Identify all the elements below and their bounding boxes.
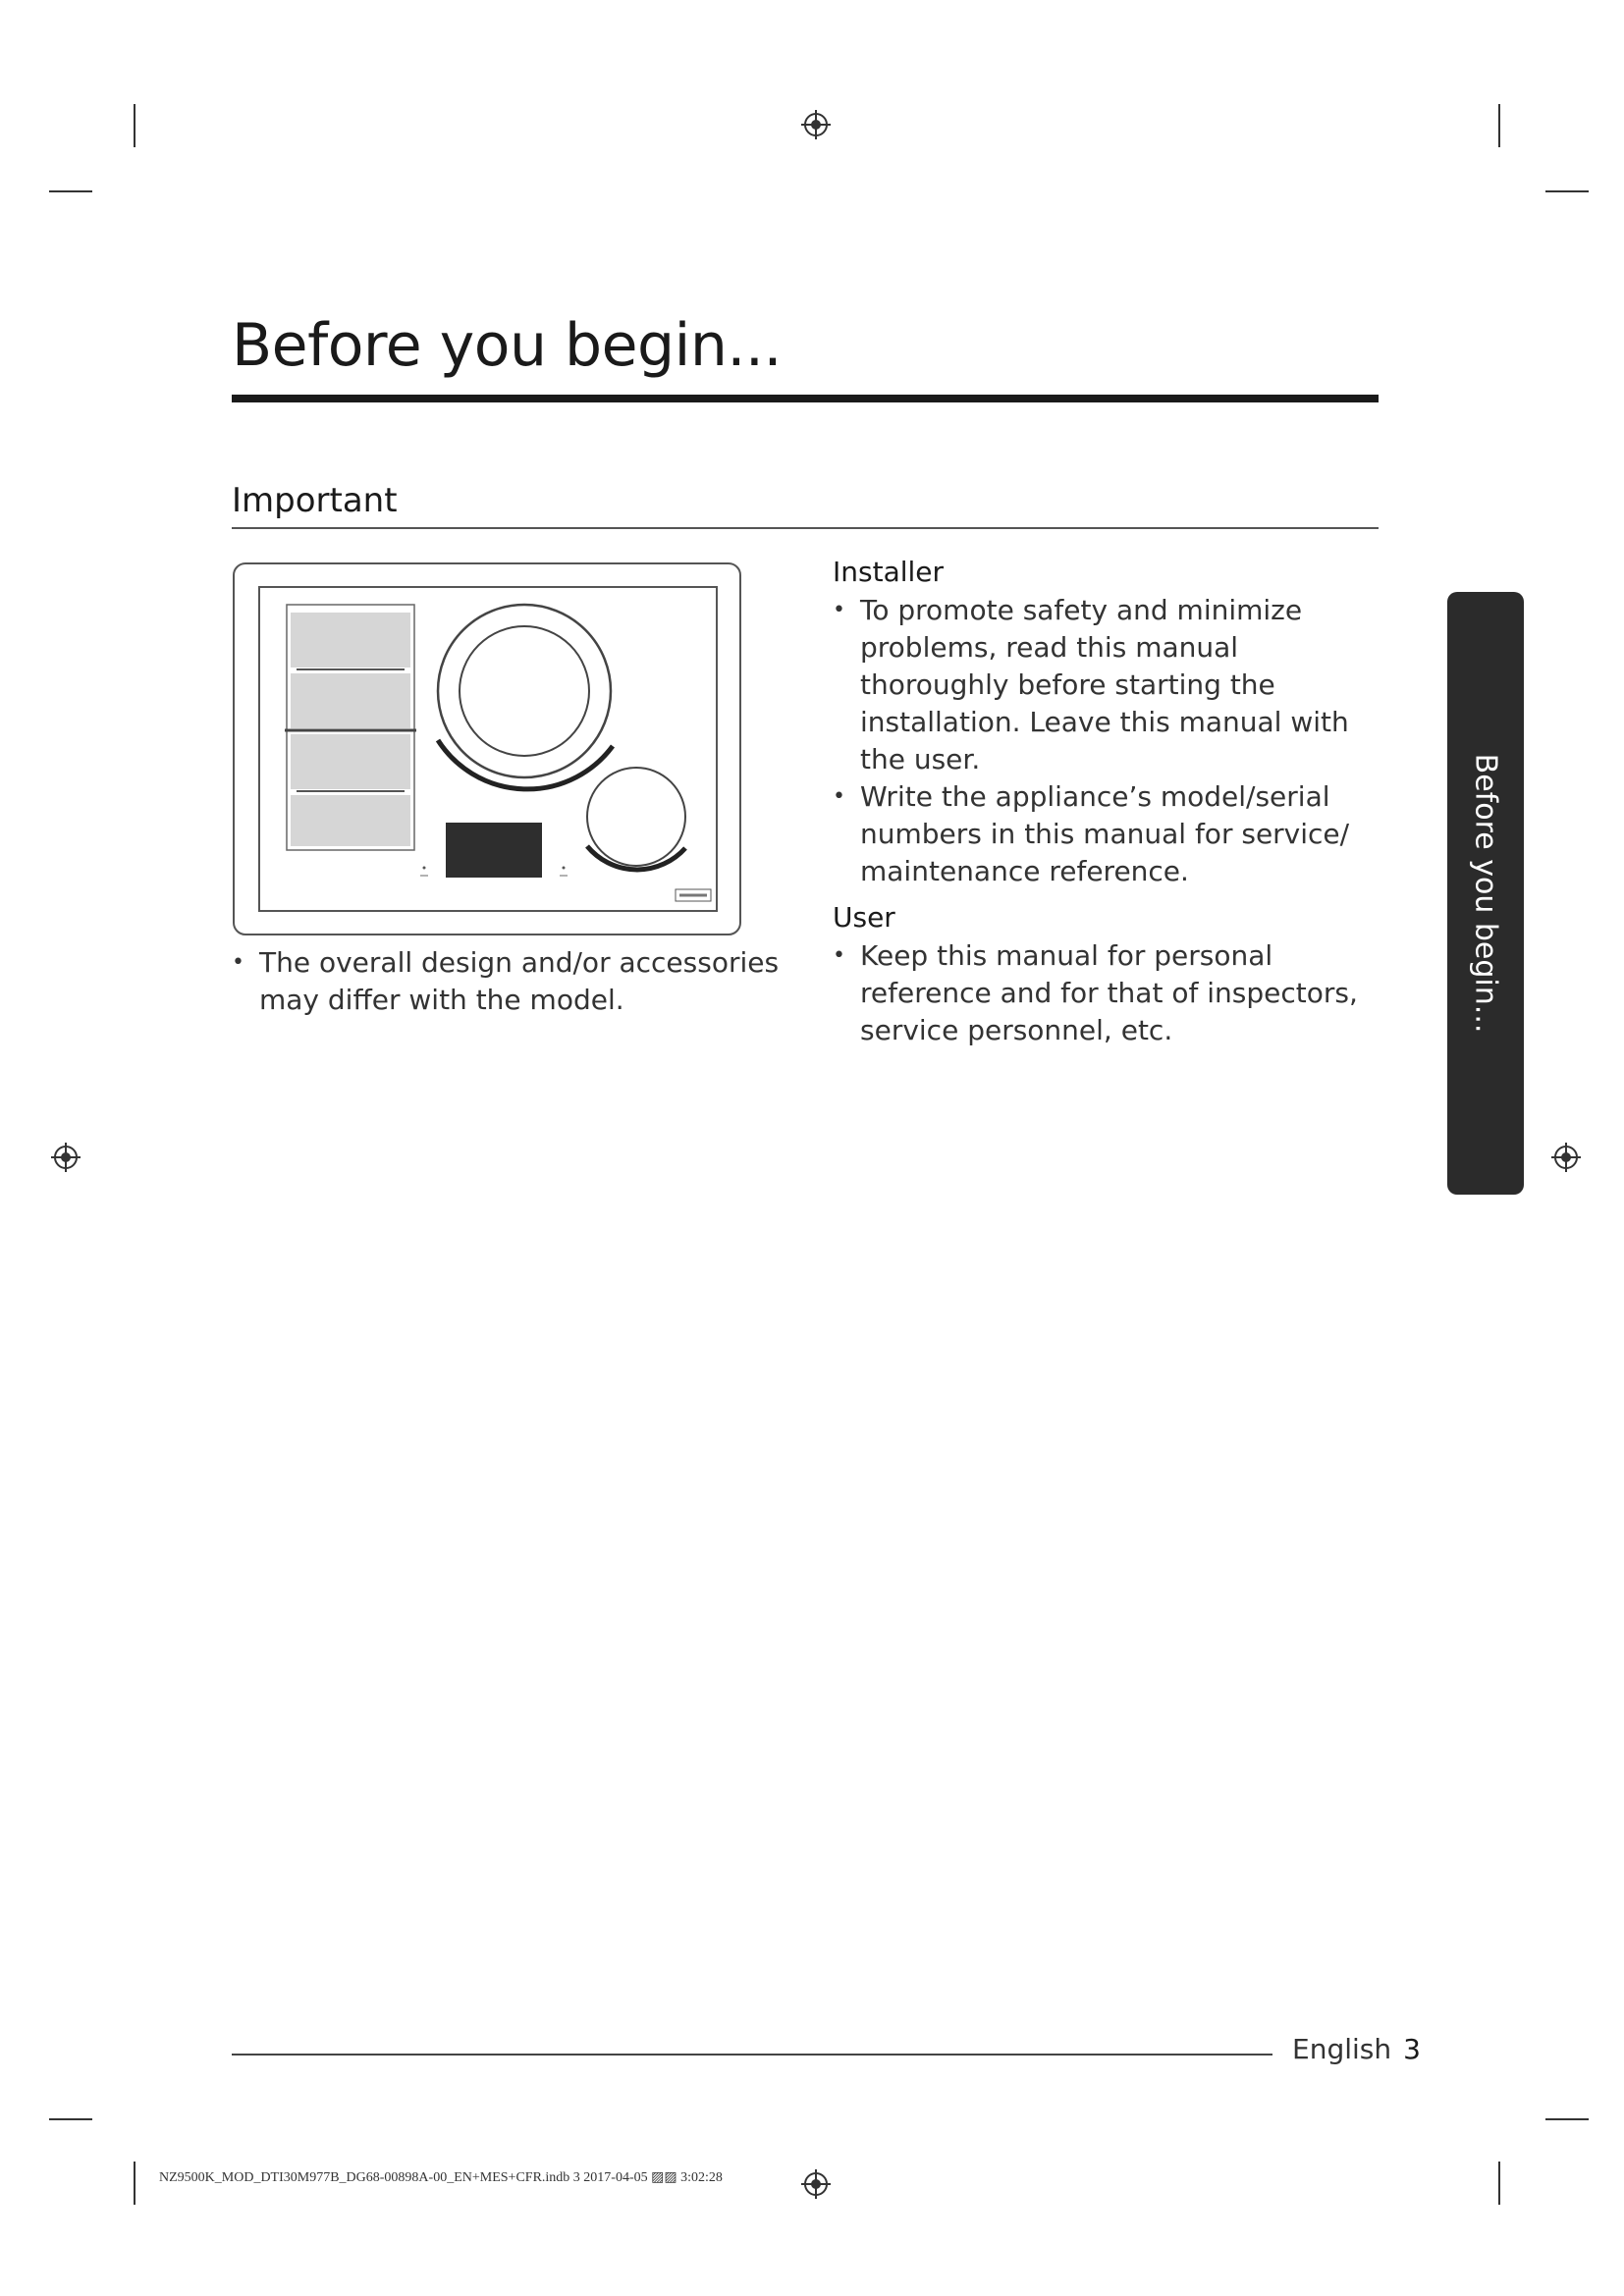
- page-title: Before you begin...: [232, 311, 783, 380]
- chapter-side-tab: [1447, 592, 1524, 1195]
- title-rule: [232, 395, 1379, 402]
- registration-crosshair-icon: [51, 1143, 81, 1172]
- registration-crosshair-icon: [801, 110, 831, 139]
- user-item-text: • Keep this manual for personal reference and for that of inspectors, service personnel, etc.: [860, 939, 1358, 1046]
- user-heading: User: [833, 901, 895, 934]
- crop-mark-left-top: [49, 190, 92, 192]
- crop-mark-right-top: [1545, 190, 1589, 192]
- cooktop-illustration: [232, 561, 742, 936]
- page-number: 3: [1403, 2033, 1421, 2065]
- installer-heading: Installer: [833, 556, 945, 588]
- figure-note: • The overall design and/or accessories may differ with the model.: [232, 944, 811, 1019]
- section-rule: [232, 527, 1379, 529]
- list-item: [833, 778, 1382, 890]
- footer: [1292, 2033, 1421, 2065]
- side-tab-label: Before you begin...: [1468, 753, 1503, 1034]
- crop-mark-top-left: [134, 104, 135, 147]
- list-item: [833, 592, 1382, 778]
- footer-language: English: [1292, 2033, 1392, 2065]
- user-list: [833, 937, 1382, 1049]
- installer-list: [833, 592, 1382, 890]
- registration-crosshair-icon: [801, 2169, 831, 2199]
- important-instructions: [833, 555, 1382, 1059]
- list-item: [833, 937, 1382, 1049]
- print-imprint: NZ9500K_MOD_DTI30M977B_DG68-00898A-00_EN+MES+CFR.indb 3 2017-04-05 ▨▨ 3:02:28: [159, 2170, 723, 2185]
- installer-item-text: • To promote safety and minimize problems, read this manual thoroughly before starting the installation. Leave this manual with the user.: [860, 594, 1349, 775]
- registration-crosshair-icon: [1551, 1143, 1581, 1172]
- installer-item-text: • Write the appliance’s model/serial numbers in this manual for service/ maintenance reference.: [860, 780, 1350, 887]
- crop-mark-bottom-left: [134, 2162, 135, 2205]
- crop-mark-top-right: [1498, 104, 1500, 147]
- footer-rule: [232, 2054, 1272, 2056]
- crop-mark-left-bottom: [49, 2118, 92, 2120]
- crop-mark-right-bottom: [1545, 2118, 1589, 2120]
- section-title: Important: [232, 481, 398, 520]
- crop-mark-bottom-right: [1498, 2162, 1500, 2205]
- figure-note-list: [232, 944, 811, 1019]
